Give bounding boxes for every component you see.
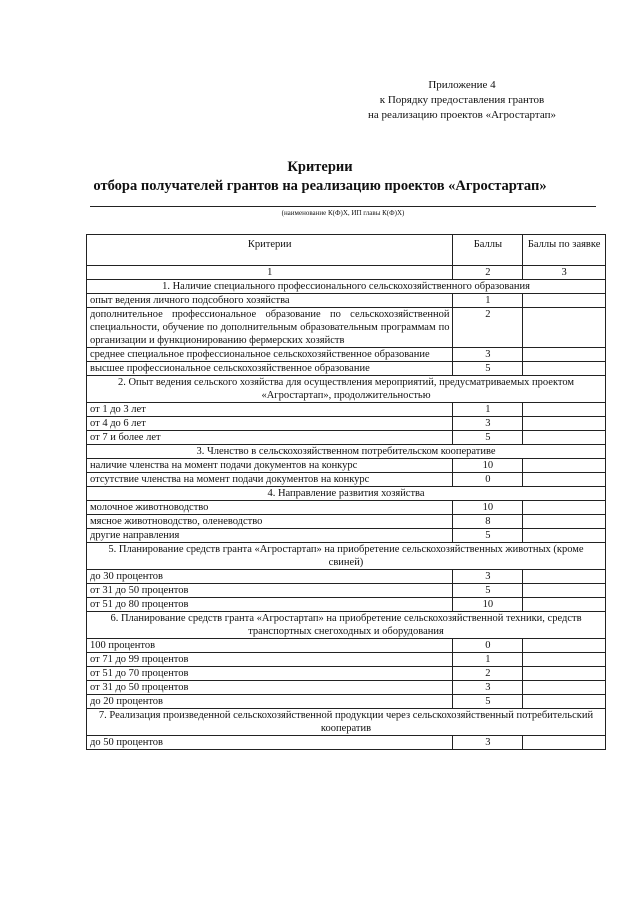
table-row bbox=[87, 515, 606, 529]
section-row bbox=[87, 543, 606, 570]
criterion-points: 1 bbox=[453, 403, 523, 417]
appendix-header bbox=[332, 78, 592, 123]
criterion-points: 2 bbox=[453, 308, 523, 348]
application-points-cell[interactable] bbox=[523, 653, 606, 667]
criterion-points: 3 bbox=[453, 417, 523, 431]
criterion-text: от 7 и более лет bbox=[87, 431, 453, 445]
col-number-3: 3 bbox=[523, 266, 606, 280]
col-number-2: 2 bbox=[453, 266, 523, 280]
col-criteria-header: Критерии bbox=[87, 235, 453, 266]
criterion-points: 5 bbox=[453, 584, 523, 598]
criterion-points: 5 bbox=[453, 431, 523, 445]
criterion-text: дополнительное профессиональное образование по сельскохозяйственной специальности, обучение по дополнительным образовательным программам по организации и функционированию фермерских хозяйств bbox=[87, 308, 453, 348]
criterion-text: опыт ведения личного подсобного хозяйства bbox=[87, 294, 453, 308]
application-points-cell[interactable] bbox=[523, 515, 606, 529]
criterion-points: 10 bbox=[453, 459, 523, 473]
application-points-cell[interactable] bbox=[523, 473, 606, 487]
application-points-cell[interactable] bbox=[523, 417, 606, 431]
criterion-points: 3 bbox=[453, 570, 523, 584]
criterion-text: среднее специальное профессиональное сельскохозяйственное образование bbox=[87, 348, 453, 362]
appendix-line-1: Приложение 4 bbox=[428, 79, 496, 91]
section-6-title: 6. Планирование средств гранта «Агростартап» на приобретение сельскохозяйственной техники, средств транспортных снегоходных и оборудования bbox=[87, 612, 606, 639]
application-points-cell[interactable] bbox=[523, 403, 606, 417]
application-points-cell[interactable] bbox=[523, 667, 606, 681]
table-row bbox=[87, 459, 606, 473]
table-row bbox=[87, 570, 606, 584]
section-7-title: 7. Реализация произведенной сельскохозяйственной продукции через сельскохозяйственный потребительский кооператив bbox=[87, 709, 606, 736]
criterion-text: от 71 до 99 процентов bbox=[87, 653, 453, 667]
table-row bbox=[87, 431, 606, 445]
appendix-line-2: к Порядку предоставления грантов bbox=[379, 94, 545, 106]
criterion-text: от 31 до 50 процентов bbox=[87, 681, 453, 695]
application-points-cell[interactable] bbox=[523, 736, 606, 750]
criterion-points: 8 bbox=[453, 515, 523, 529]
table-row bbox=[87, 584, 606, 598]
application-points-cell[interactable] bbox=[523, 598, 606, 612]
criterion-points: 5 bbox=[453, 529, 523, 543]
criterion-points: 3 bbox=[453, 681, 523, 695]
criterion-text: мясное животноводство, оленеводство bbox=[87, 515, 453, 529]
criterion-points: 2 bbox=[453, 667, 523, 681]
criterion-text: наличие членства на момент подачи документов на конкурс bbox=[87, 459, 453, 473]
table-header-row bbox=[87, 235, 606, 266]
criterion-text: другие направления bbox=[87, 529, 453, 543]
table-row bbox=[87, 529, 606, 543]
application-points-cell[interactable] bbox=[523, 639, 606, 653]
section-1-title: 1. Наличие специального профессионального сельскохозяйственного образования bbox=[87, 280, 606, 294]
criterion-points: 1 bbox=[453, 653, 523, 667]
col-points-app-header: Баллы по заявке bbox=[523, 235, 606, 266]
section-row bbox=[87, 612, 606, 639]
application-points-cell[interactable] bbox=[523, 681, 606, 695]
criterion-text: от 31 до 50 процентов bbox=[87, 584, 453, 598]
document-title bbox=[0, 158, 640, 196]
title-line-2: отбора получателей грантов на реализацию проектов «Агростартап» bbox=[93, 178, 547, 194]
criterion-points: 5 bbox=[453, 362, 523, 376]
application-points-cell[interactable] bbox=[523, 348, 606, 362]
table-row bbox=[87, 653, 606, 667]
name-fill-line[interactable] bbox=[90, 206, 596, 207]
criterion-text: молочное животноводство bbox=[87, 501, 453, 515]
criterion-text: от 1 до 3 лет bbox=[87, 403, 453, 417]
col-points-header: Баллы bbox=[453, 235, 523, 266]
application-points-cell[interactable] bbox=[523, 459, 606, 473]
section-4-title: 4. Направление развития хозяйства bbox=[87, 487, 606, 501]
application-points-cell[interactable] bbox=[523, 294, 606, 308]
application-points-cell[interactable] bbox=[523, 695, 606, 709]
appendix-line-3: на реализацию проектов «Агростартап» bbox=[368, 109, 556, 121]
title-line-1: Критерии bbox=[287, 159, 353, 175]
section-row bbox=[87, 709, 606, 736]
table-row bbox=[87, 695, 606, 709]
table-row bbox=[87, 308, 606, 348]
table-row bbox=[87, 736, 606, 750]
section-row bbox=[87, 445, 606, 459]
criterion-points: 1 bbox=[453, 294, 523, 308]
table-row bbox=[87, 667, 606, 681]
table-row bbox=[87, 417, 606, 431]
table-row bbox=[87, 362, 606, 376]
criterion-text: отсутствие членства на момент подачи документов на конкурс bbox=[87, 473, 453, 487]
criterion-text: от 4 до 6 лет bbox=[87, 417, 453, 431]
column-number-row bbox=[87, 266, 606, 280]
application-points-cell[interactable] bbox=[523, 362, 606, 376]
criterion-text: до 30 процентов bbox=[87, 570, 453, 584]
criterion-points: 10 bbox=[453, 501, 523, 515]
criterion-text: от 51 до 70 процентов bbox=[87, 667, 453, 681]
table-row bbox=[87, 681, 606, 695]
application-points-cell[interactable] bbox=[523, 308, 606, 348]
criteria-table bbox=[86, 234, 606, 750]
section-3-title: 3. Членство в сельскохозяйственном потребительском кооперативе bbox=[87, 445, 606, 459]
application-points-cell[interactable] bbox=[523, 529, 606, 543]
criterion-points: 0 bbox=[453, 639, 523, 653]
criterion-points: 10 bbox=[453, 598, 523, 612]
name-caption: (наименование К(Ф)Х, ИП главы К(Ф)Х) bbox=[281, 209, 405, 217]
criterion-points: 3 bbox=[453, 736, 523, 750]
col-number-1: 1 bbox=[87, 266, 453, 280]
section-2-title: 2. Опыт ведения сельского хозяйства для осуществления мероприятий, предусматриваемых проектом «Агростартап», продолжительностью bbox=[87, 376, 606, 403]
table-row bbox=[87, 403, 606, 417]
criterion-text: от 51 до 80 процентов bbox=[87, 598, 453, 612]
application-points-cell[interactable] bbox=[523, 501, 606, 515]
section-row bbox=[87, 487, 606, 501]
criterion-points: 3 bbox=[453, 348, 523, 362]
application-points-cell[interactable] bbox=[523, 584, 606, 598]
table-row bbox=[87, 501, 606, 515]
criterion-text: до 50 процентов bbox=[87, 736, 453, 750]
criterion-text: высшее профессиональное сельскохозяйственное образование bbox=[87, 362, 453, 376]
section-row bbox=[87, 376, 606, 403]
table-row bbox=[87, 348, 606, 362]
section-5-title: 5. Планирование средств гранта «Агростартап» на приобретение сельскохозяйственных животных (кроме свиней) bbox=[87, 543, 606, 570]
table-row bbox=[87, 639, 606, 653]
application-points-cell[interactable] bbox=[523, 431, 606, 445]
application-points-cell[interactable] bbox=[523, 570, 606, 584]
section-row bbox=[87, 280, 606, 294]
table-row bbox=[87, 473, 606, 487]
criterion-text: 100 процентов bbox=[87, 639, 453, 653]
table-row bbox=[87, 598, 606, 612]
criterion-points: 0 bbox=[453, 473, 523, 487]
criterion-text: до 20 процентов bbox=[87, 695, 453, 709]
table-row bbox=[87, 294, 606, 308]
criterion-points: 5 bbox=[453, 695, 523, 709]
